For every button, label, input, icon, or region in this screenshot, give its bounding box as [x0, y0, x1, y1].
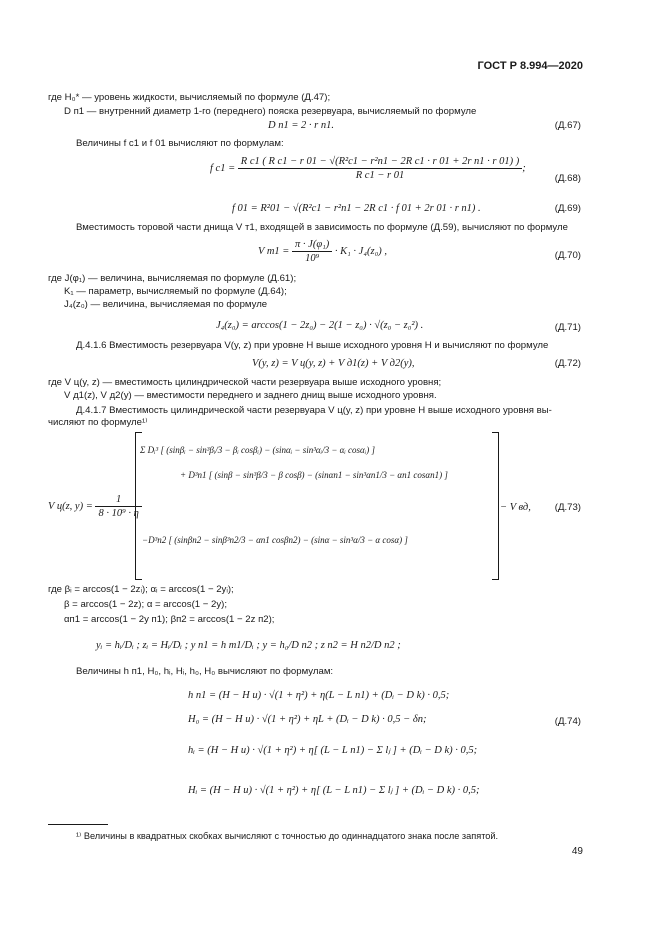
text-line: числяют по формуле¹⁾: [48, 417, 148, 428]
d73-lhs: V ц(z, y) =: [48, 500, 93, 512]
d73-part-a: Σ Dᵢ³ [ (sinβᵢ − sin³βᵢ/3 − βᵢ cosβᵢ) − (sinαᵢ − sin³αᵢ/3 − αᵢ cosαᵢ) ]: [140, 445, 375, 455]
text-line: Д.4.1.7 Вместимость цилиндрической части резервуара V ц(y, z) при уровне H выше исходного уровня вы-: [76, 405, 552, 416]
formula-d72: V(y, z) = V ц(y, z) + V д1(z) + V д2(y),: [252, 358, 415, 369]
eq-number: (Д.73): [554, 502, 581, 513]
formula-d74-4: Hᵢ = (H − H и) · √(1 + η²) + η[ (L − L п1) − Σ lⱼ ] + (Dᵢ − D k) · 0,5;: [188, 785, 480, 796]
d73-part-b: + D³п1 [ (sinβ − sin³β/3 − β cosβ) − (sinαп1 − sin³αп1/3 − αп1 cosαп1) ]: [180, 470, 448, 480]
d73-numerator: 1: [95, 494, 141, 507]
standard-header: ГОСТ Р 8.994—2020: [477, 60, 583, 72]
d68-fraction: [238, 156, 522, 181]
d70-lhs: V т1 =: [258, 245, 290, 257]
text-line: где V ц(y, z) — вместимость цилиндрической части резервуара выше исходного уровня;: [48, 377, 442, 388]
d70-numerator: π · J(φ₁): [292, 239, 332, 252]
d68-numerator: R c1 ( R c1 − r 01 − √(R²c1 − r²п1 − 2R c1 · r 01 + 2r п1 · r 01) ): [238, 156, 522, 169]
formula-d67: D п1 = 2 · r п1.: [268, 120, 335, 131]
text-line: D п1 — внутренний диаметр 1-го (переднего) пояска резервуара, вычисляемый по формуле: [64, 106, 477, 117]
d73-rhs: − V вд,: [500, 502, 531, 513]
page-number: 49: [571, 846, 583, 857]
text-line: Вместимость торовой части днища V т1, входящей в зависимость по формуле (Д.59), вычисляют по формуле: [76, 222, 568, 233]
formula-defs: yᵢ = hᵢ/Dᵢ ; zᵢ = Hᵢ/Dᵢ ; y п1 = h т1/Dᵢ ; y = h₀/D п2 ; z п2 = H п2/D п2 ;: [96, 640, 401, 651]
text-line: J₄(z₀) — величина, вычисляемая по формуле: [64, 299, 268, 310]
right-brace: [492, 432, 499, 580]
text-line: где βᵢ = arccos(1 − 2zᵢ); αᵢ = arccos(1 − 2yᵢ);: [48, 584, 234, 595]
text-line: Д.4.1.6 Вместимость резервуара V(y, z) при уровне H выше исходного уровня H и вычисляют по формуле: [76, 340, 549, 351]
text-line: β = arccos(1 − 2z); α = arccos(1 − 2y);: [64, 599, 228, 610]
text-line: где H₀* — уровень жидкости, вычисляемый по формуле (Д.47);: [48, 92, 331, 103]
formula-d74-3: hᵢ = (H − H и) · √(1 + η²) + η[ (L − L п1) − Σ lⱼ ] + (Dᵢ − D k) · 0,5;: [188, 745, 478, 756]
eq-number: (Д.74): [554, 716, 581, 727]
text-line: где J(φ₁) — величина, вычисляемая по формуле (Д.61);: [48, 273, 297, 284]
formula-d68: f c1 = R c1 ( R c1 − r 01 − √(R²c1 − r²п1 − 2R c1 · r 01 + 2r п1 · r 01) ) R c1 − r 01 ;: [210, 156, 526, 181]
d70-denominator: 10⁹: [305, 253, 320, 264]
d68-lhs: f c1 =: [210, 162, 236, 174]
formula-d74-1: h п1 = (H − H и) · √(1 + η²) + η(L − L п1) + (Dᵢ − D k) · 0,5;: [188, 690, 450, 701]
formula-d74-2: H₀ = (H − H и) · √(1 + η²) + ηL + (Dᵢ − D k) · 0,5 − δп;: [188, 714, 427, 725]
d68-denominator: R c1 − r 01: [355, 170, 405, 181]
eq-number: (Д.67): [554, 120, 581, 131]
text-line: αп1 = arccos(1 − 2y п1); βп2 = arccos(1 − 2z п2);: [64, 614, 275, 625]
footnote: ¹⁾ Величины в квадратных скобках вычисляют с точностью до одиннадцатого знака после запятой.: [76, 831, 499, 841]
d73-part-c: −D³п2 [ (sinβп2 − sinβ³п2/3 − αп1 cosβп2) − (sinα − sin³α/3 − α cosα) ]: [142, 535, 408, 545]
eq-number: (Д.69): [554, 203, 581, 214]
eq-number: (Д.72): [554, 358, 581, 369]
text-line: Величины f c1 и f 01 вычисляют по формулам:: [76, 138, 284, 149]
text-line: Величины h п1, H₀, hᵢ, Hᵢ, h₀, H₀ вычисляют по формулам:: [76, 666, 334, 677]
d70-rhs: · K₁ · J₄(z₀) ,: [334, 245, 387, 257]
formula-d69: f 01 = R²01 − √(R²c1 − r²п1 − 2R c1 · f 01 + 2r 01 · r п1) .: [232, 203, 481, 214]
eq-number: (Д.71): [554, 322, 581, 333]
text-line: V д1(z), V д2(y) — вместимости переднего и заднего днищ выше исходного уровня.: [64, 390, 437, 401]
eq-number: (Д.68): [554, 173, 581, 184]
formula-d70: [258, 239, 387, 264]
text-line: K₁ — параметр, вычисляемый по формуле (Д.64);: [64, 286, 287, 297]
footnote-rule: [48, 824, 108, 825]
d73-denominator: 8 · 10⁹ · η: [98, 508, 139, 519]
eq-number: (Д.70): [554, 250, 581, 261]
d70-fraction: [292, 239, 332, 264]
formula-d73-lhs: [48, 494, 142, 519]
formula-d71: J₄(z₀) = arccos(1 − 2z₀) − 2(1 − z₀) · √(z₀ − z₀²) .: [216, 320, 424, 331]
